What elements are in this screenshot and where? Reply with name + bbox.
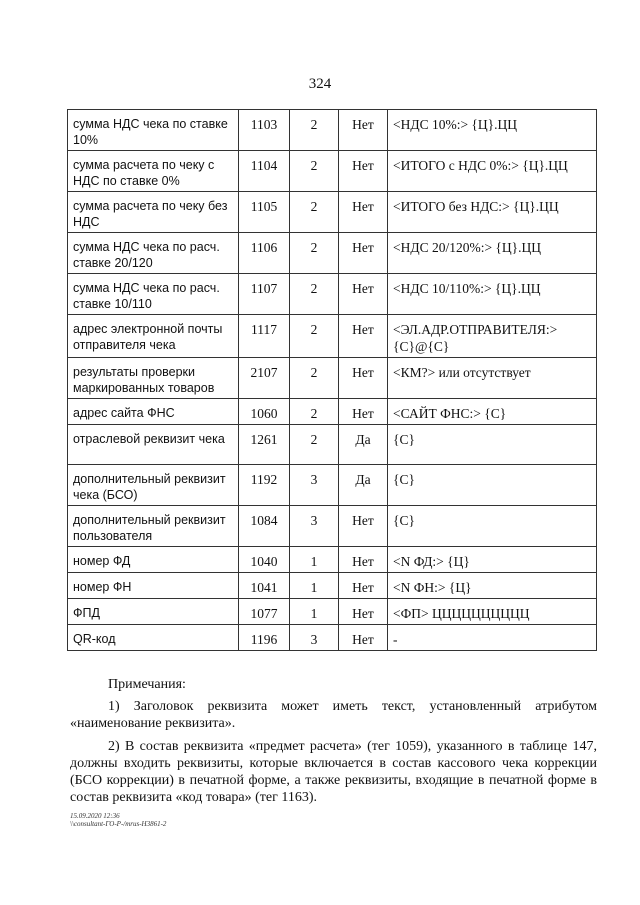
requisite-tag: 1041 <box>239 573 290 599</box>
requisite-print-value: <НДС 10/110%:> {Ц}.ЦЦ <box>388 274 597 315</box>
requisite-tag: 1060 <box>239 399 290 425</box>
notes-title: Примечания: <box>108 677 186 692</box>
requisite-mandatory: Да <box>339 425 388 465</box>
table-row <box>68 506 597 547</box>
requisite-name: отраслевой реквизит чека <box>68 425 239 465</box>
table-row <box>68 151 597 192</box>
requisite-print-value: {С} <box>388 425 597 465</box>
requisite-tag: 1040 <box>239 547 290 573</box>
table-row <box>68 233 597 274</box>
requisite-mandatory: Нет <box>339 151 388 192</box>
requisite-mandatory: Нет <box>339 625 388 651</box>
requisite-format: 2 <box>290 110 339 151</box>
table-row <box>68 547 597 573</box>
requisite-print-value: {С} <box>388 506 597 547</box>
requisite-format: 3 <box>290 506 339 547</box>
requisite-name: адрес электронной почты отправителя чека <box>68 315 239 358</box>
requisite-name: дополнительный реквизит чека (БСО) <box>68 465 239 506</box>
requisite-print-value: <ИТОГО с НДС 0%:> {Ц}.ЦЦ <box>388 151 597 192</box>
page-number: 324 <box>308 76 332 92</box>
table-row <box>68 399 597 425</box>
table-row <box>68 192 597 233</box>
table-row <box>68 110 597 151</box>
requisite-tag: 1117 <box>239 315 290 358</box>
requisite-mandatory: Нет <box>339 547 388 573</box>
requisite-name: сумма расчета по чеку с НДС по ставке 0% <box>68 151 239 192</box>
stamp-path: \\consultant-ГО-Р-/mrus-Н3861-2 <box>70 820 167 828</box>
requisite-name: сумма НДС чека по расч. ставке 10/110 <box>68 274 239 315</box>
requisite-name: сумма НДС чека по расч. ставке 20/120 <box>68 233 239 274</box>
requisite-format: 2 <box>290 151 339 192</box>
requisite-tag: 1105 <box>239 192 290 233</box>
requisite-print-value: <НДС 10%:> {Ц}.ЦЦ <box>388 110 597 151</box>
table-row <box>68 358 597 399</box>
requisites-table <box>67 109 597 651</box>
table-row <box>68 465 597 506</box>
requisite-format: 3 <box>290 465 339 506</box>
requisite-format: 3 <box>290 625 339 651</box>
requisite-name: сумма НДС чека по ставке 10% <box>68 110 239 151</box>
requisite-mandatory: Нет <box>339 110 388 151</box>
requisite-name: номер ФД <box>68 547 239 573</box>
table-row <box>68 625 597 651</box>
table-row <box>68 573 597 599</box>
stamp-date: 15.09.2020 12:36 <box>70 812 120 820</box>
requisite-mandatory: Нет <box>339 399 388 425</box>
table-row <box>68 599 597 625</box>
requisite-tag: 1103 <box>239 110 290 151</box>
requisite-tag: 1107 <box>239 274 290 315</box>
requisite-format: 2 <box>290 399 339 425</box>
requisite-format: 2 <box>290 274 339 315</box>
requisite-tag: 1084 <box>239 506 290 547</box>
requisite-print-value: {С} <box>388 465 597 506</box>
requisite-mandatory: Да <box>339 465 388 506</box>
requisite-mandatory: Нет <box>339 274 388 315</box>
requisite-mandatory: Нет <box>339 506 388 547</box>
requisite-tag: 1104 <box>239 151 290 192</box>
requisite-name: номер ФН <box>68 573 239 599</box>
requisite-print-value: <N ФН:> {Ц} <box>388 573 597 599</box>
requisite-name: QR-код <box>68 625 239 651</box>
requisite-name: ФПД <box>68 599 239 625</box>
requisite-format: 2 <box>290 233 339 274</box>
requisite-tag: 1077 <box>239 599 290 625</box>
requisite-print-value: <ФП> ЦЦЦЦЦЦЦЦЦЦ <box>388 599 597 625</box>
requisite-format: 2 <box>290 358 339 399</box>
requisite-print-value: <КМ?> или отсутствует <box>388 358 597 399</box>
requisite-mandatory: Нет <box>339 573 388 599</box>
requisite-mandatory: Нет <box>339 233 388 274</box>
table-row <box>68 315 597 358</box>
requisite-mandatory: Нет <box>339 599 388 625</box>
requisite-print-value: <ЭЛ.АДР.ОТПРАВИТЕЛЯ:> {С}@{С} <box>388 315 597 358</box>
requisite-print-value: - <box>388 625 597 651</box>
requisite-name: результаты проверки маркированных товаров <box>68 358 239 399</box>
requisite-mandatory: Нет <box>339 192 388 233</box>
notes-section <box>70 676 597 806</box>
requisite-format: 1 <box>290 599 339 625</box>
requisite-tag: 2107 <box>239 358 290 399</box>
requisite-print-value: <N ФД:> {Ц} <box>388 547 597 573</box>
table-row <box>68 274 597 315</box>
requisite-name: сумма расчета по чеку без НДС <box>68 192 239 233</box>
table-row <box>68 425 597 465</box>
requisite-format: 2 <box>290 425 339 465</box>
requisite-tag: 1192 <box>239 465 290 506</box>
requisite-tag: 1261 <box>239 425 290 465</box>
requisite-print-value: <ИТОГО без НДС:> {Ц}.ЦЦ <box>388 192 597 233</box>
requisite-tag: 1106 <box>239 233 290 274</box>
print-stamp <box>70 812 166 828</box>
requisite-name: дополнительный реквизит пользователя <box>68 506 239 547</box>
note-1: 1) Заголовок реквизита может иметь текст, установленный атрибутом «наименование реквизита». <box>70 699 597 731</box>
requisite-format: 1 <box>290 547 339 573</box>
requisite-name: адрес сайта ФНС <box>68 399 239 425</box>
note-2: 2) В состав реквизита «предмет расчета» (тег 1059), указанного в таблице 147, должны входить реквизиты, которые включается в состав кассового чека коррекции (БСО коррекции) в печатной форме, а также реквизиты, входящие в печатной форме в состав реквизита «код товара» (тег 1163). <box>70 739 597 805</box>
requisite-format: 2 <box>290 315 339 358</box>
requisite-mandatory: Нет <box>339 358 388 399</box>
requisite-tag: 1196 <box>239 625 290 651</box>
requisite-format: 2 <box>290 192 339 233</box>
requisite-print-value: <НДС 20/120%:> {Ц}.ЦЦ <box>388 233 597 274</box>
requisite-format: 1 <box>290 573 339 599</box>
requisite-print-value: <САЙТ ФНС:> {С} <box>388 399 597 425</box>
requisite-mandatory: Нет <box>339 315 388 358</box>
